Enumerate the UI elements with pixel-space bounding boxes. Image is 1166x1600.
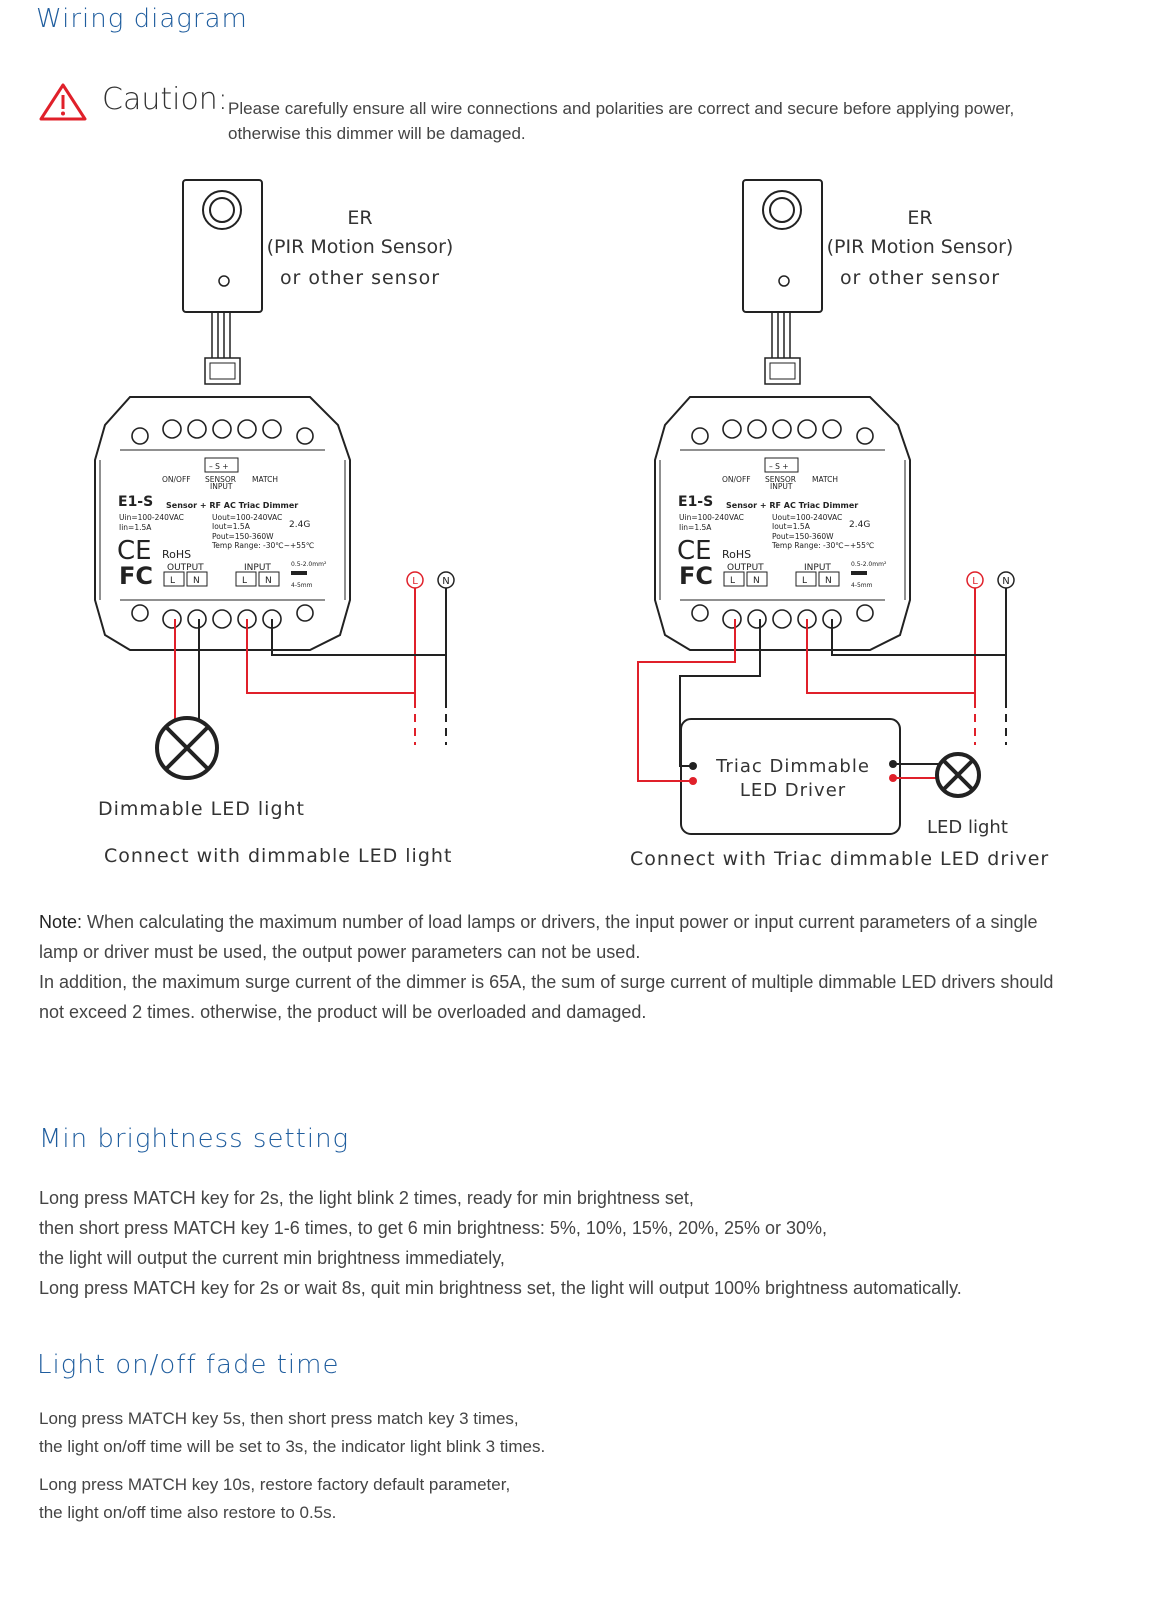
- dimmer-device: [95, 397, 350, 650]
- sensor-input-label: INPUT: [770, 482, 793, 491]
- caution-line: otherwise this dimmer will be damaged.: [228, 124, 526, 143]
- fcc-mark: FC: [679, 562, 714, 590]
- sensor-name: ER: [907, 207, 933, 229]
- instruction-line: Long press MATCH key 10s, restore factory default parameter,: [39, 1475, 511, 1494]
- rohs-mark: RoHS: [162, 548, 192, 561]
- warning-triangle-icon: [38, 82, 88, 122]
- instruction-line: the light will output the current min brightness immediately,: [39, 1248, 505, 1268]
- right-lamp-label: LED light: [927, 817, 1008, 838]
- iin-spec: Iin=1.5A: [679, 523, 712, 532]
- sensor-pins: – S +: [209, 462, 229, 471]
- uout-spec: Uout=100-240VAC: [772, 513, 843, 522]
- pout-spec: Pout=150-360W: [212, 532, 274, 541]
- sensor-input-label: INPUT: [210, 482, 233, 491]
- lamp-icon: [157, 718, 217, 778]
- fade-time-heading: Light on/off fade time: [37, 1350, 340, 1380]
- iout-spec: Iout=1.5A: [212, 522, 250, 531]
- output-l: L: [170, 576, 176, 586]
- neutral-terminal: N: [1002, 576, 1010, 587]
- neutral-terminal: N: [442, 576, 450, 587]
- sensor-pins: – S +: [769, 462, 789, 471]
- match-label: MATCH: [812, 475, 839, 484]
- note-line: When calculating the maximum number of load lamps or drivers, the input power or input current parameters of a single: [82, 912, 1038, 932]
- strip-length: 4-5mm: [291, 582, 313, 589]
- driver-label: Triac Dimmable: [716, 756, 870, 777]
- dimmer-unit: [95, 180, 454, 745]
- sensor-input-label: SENSOR: [205, 475, 236, 484]
- iin-spec: Iin=1.5A: [119, 523, 152, 532]
- live-terminal: L: [412, 576, 418, 587]
- lamp-icon: [937, 754, 979, 796]
- caution-text: [228, 96, 1014, 146]
- rf-label: 2.4G: [289, 520, 311, 530]
- ce-mark: CE: [117, 536, 152, 566]
- device-description: Sensor + RF AC Triac Dimmer: [726, 501, 859, 510]
- input-n: N: [265, 576, 272, 586]
- input-label: INPUT: [244, 563, 271, 573]
- input-l: L: [802, 576, 808, 586]
- sensor-input-label: SENSOR: [765, 475, 796, 484]
- left-lamp-label: Dimmable LED light: [98, 798, 306, 820]
- dimmer-unit: [655, 180, 1014, 745]
- input-l: L: [242, 576, 248, 586]
- pout-spec: Pout=150-360W: [772, 532, 834, 541]
- wire-gauge: 0.5-2.0mm²: [291, 561, 327, 568]
- caution-label: Caution:: [102, 82, 228, 117]
- instruction-line: the light on/off time will be set to 3s, the indicator light blink 3 times.: [39, 1437, 546, 1456]
- uout-spec: Uout=100-240VAC: [212, 513, 283, 522]
- live-terminal: L: [972, 576, 978, 587]
- note-line: lamp or driver must be used, the output power parameters can not be used.: [39, 942, 641, 962]
- min-brightness-heading: Min brightness setting: [39, 1124, 350, 1154]
- note: [39, 907, 1053, 1027]
- min-brightness-text: [39, 1183, 962, 1303]
- sensor-alt: or other sensor: [839, 267, 1001, 289]
- instruction-line: Long press MATCH key 5s, then short press match key 3 times,: [39, 1409, 519, 1428]
- note-label: Note:: [39, 912, 83, 932]
- pir-sensor: [183, 180, 453, 384]
- ce-mark: CE: [677, 536, 712, 566]
- output-n: N: [193, 576, 200, 586]
- uin-spec: Uin=100-240VAC: [679, 513, 744, 522]
- caution-line: Please carefully ensure all wire connections and polarities are correct and secure before applying power,: [228, 99, 1015, 118]
- input-label: INPUT: [804, 563, 831, 573]
- right-caption: Connect with Triac dimmable LED driver: [630, 848, 1050, 870]
- temp-spec: Temp Range: -30℃~+55℃: [212, 541, 315, 550]
- fcc-mark: FC: [119, 562, 154, 590]
- wire-gauge: 0.5-2.0mm²: [851, 561, 887, 568]
- driver-label: LED Driver: [739, 780, 847, 801]
- model-label: E1-S: [118, 494, 154, 510]
- sensor-name: ER: [347, 207, 373, 229]
- sensor-type: (PIR Motion Sensor): [826, 236, 1014, 258]
- wiring-diagram: [0, 160, 1166, 890]
- instruction-line: the light on/off time also restore to 0.5s.: [39, 1503, 337, 1522]
- iout-spec: Iout=1.5A: [772, 522, 810, 531]
- right-load: [638, 619, 979, 834]
- device-description: Sensor + RF AC Triac Dimmer: [166, 501, 299, 510]
- page-title: Wiring diagram: [36, 4, 248, 34]
- pir-sensor: [743, 180, 1013, 384]
- output-n: N: [753, 576, 760, 586]
- output-l: L: [730, 576, 736, 586]
- sensor-type: (PIR Motion Sensor): [266, 236, 454, 258]
- instruction-line: Long press MATCH key for 2s, the light blink 2 times, ready for min brightness set,: [39, 1188, 694, 1208]
- input-n: N: [825, 576, 832, 586]
- sensor-alt: or other sensor: [279, 267, 441, 289]
- left-caption: Connect with dimmable LED light: [104, 845, 453, 867]
- uin-spec: Uin=100-240VAC: [119, 513, 184, 522]
- output-label: OUTPUT: [727, 563, 764, 573]
- output-label: OUTPUT: [167, 563, 204, 573]
- model-label: E1-S: [678, 494, 714, 510]
- instruction-line: then short press MATCH key 1-6 times, to get 6 min brightness: 5%, 10%, 15%, 20%, 25% or 30%,: [39, 1218, 828, 1238]
- rf-label: 2.4G: [849, 520, 871, 530]
- note-line: not exceed 2 times. otherwise, the product will be overloaded and damaged.: [39, 1002, 647, 1022]
- temp-spec: Temp Range: -30℃~+55℃: [772, 541, 875, 550]
- dimmer-device: [655, 397, 910, 650]
- instruction-line: Long press MATCH key for 2s or wait 8s, quit min brightness set, the light will output 100% brightness automatically.: [39, 1278, 962, 1298]
- rohs-mark: RoHS: [722, 548, 752, 561]
- note-line: In addition, the maximum surge current of the dimmer is 65A, the sum of surge current of multiple dimmable LED drivers should: [39, 972, 1054, 992]
- onoff-label: ON/OFF: [162, 475, 191, 484]
- onoff-label: ON/OFF: [722, 475, 751, 484]
- strip-length: 4-5mm: [851, 582, 873, 589]
- fade-time-text: [39, 1405, 545, 1527]
- match-label: MATCH: [252, 475, 279, 484]
